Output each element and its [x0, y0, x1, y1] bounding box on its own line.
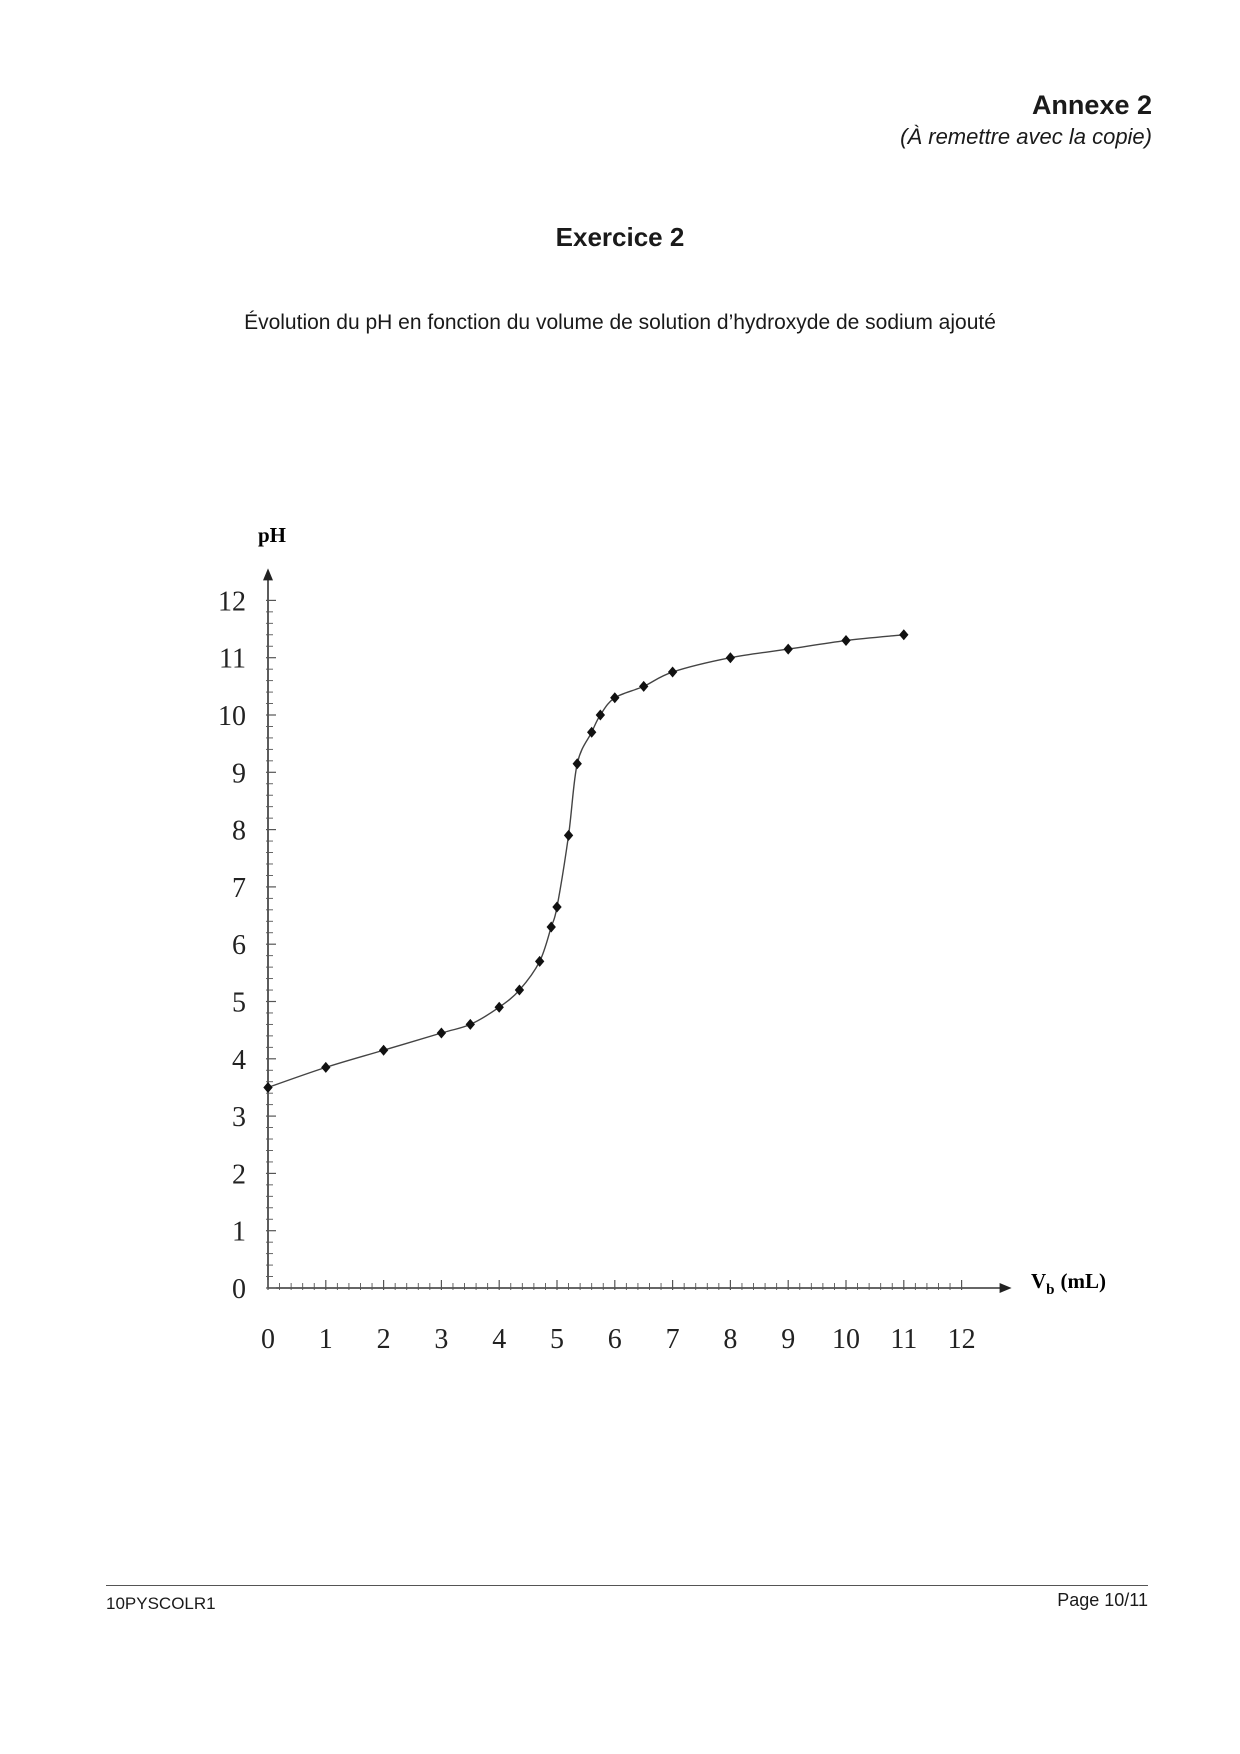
data-point	[573, 758, 582, 769]
data-point	[552, 901, 561, 912]
x-tick-label: 12	[947, 1324, 976, 1355]
data-points	[263, 629, 908, 1093]
data-point	[379, 1045, 388, 1056]
data-point	[535, 956, 544, 967]
data-point	[841, 635, 850, 646]
series-line	[268, 635, 904, 1088]
y-tick-label: 11	[219, 643, 246, 675]
x-axis-label-unit: (mL)	[1060, 1269, 1107, 1293]
data-point	[495, 1002, 504, 1013]
y-tick-label: 0	[232, 1274, 246, 1305]
x-axis-label-sub: b	[1046, 1282, 1055, 1298]
data-point	[587, 727, 596, 738]
data-point	[437, 1028, 446, 1039]
data-point	[466, 1019, 475, 1030]
y-tick-label: 5	[232, 987, 246, 1019]
x-axis-label	[1031, 1269, 1106, 1298]
y-axis-label: pH	[257, 523, 287, 547]
x-tick-label: 2	[376, 1324, 391, 1355]
x-tick-label: 10	[832, 1324, 860, 1355]
y-axis-arrow	[263, 568, 273, 580]
y-tick-label: 1	[232, 1216, 246, 1248]
axis-ticks	[266, 600, 962, 1290]
x-tick-label: 6	[607, 1324, 622, 1355]
exercise-title: Exercice 2	[555, 222, 685, 252]
data-point	[547, 922, 556, 933]
data-point	[321, 1062, 330, 1073]
y-tick-label: 9	[232, 758, 246, 790]
annexe-title: Annexe 2	[1031, 90, 1152, 120]
y-tick-label: 2	[232, 1159, 246, 1191]
y-tick-label: 7	[232, 872, 246, 904]
x-tick-label: 1	[318, 1324, 333, 1355]
axes	[263, 568, 1012, 1293]
data-point	[726, 652, 735, 663]
x-axis-arrow	[1000, 1283, 1012, 1293]
y-tick-label: 12	[218, 586, 246, 618]
data-point	[263, 1082, 272, 1093]
data-point	[784, 644, 793, 655]
x-tick-label: 11	[890, 1324, 918, 1355]
x-tick-label: 3	[434, 1324, 449, 1355]
y-tick-label: 4	[232, 1044, 246, 1076]
x-tick-label: 7	[665, 1324, 680, 1355]
data-point	[610, 692, 619, 703]
data-point	[564, 830, 573, 841]
page-number: Page 10/11	[1057, 1590, 1148, 1610]
y-tick-label: 3	[232, 1102, 246, 1134]
y-tick-label: 8	[232, 815, 246, 847]
data-point	[899, 629, 908, 640]
x-tick-label: 4	[492, 1324, 507, 1355]
x-tick-label: 0	[261, 1324, 275, 1355]
x-tick-label: 5	[550, 1324, 564, 1355]
x-tick-label: 9	[781, 1324, 796, 1355]
y-tick-label: 10	[218, 701, 246, 732]
document-code: 10PYSCOLR1	[106, 1594, 216, 1613]
x-axis-label-main: V	[1031, 1269, 1047, 1293]
chart-caption: Évolution du pH en fonction du volume de solution d’hydroxyde de sodium ajouté	[244, 311, 996, 334]
data-point	[639, 681, 648, 692]
data-point	[668, 667, 677, 678]
x-tick-label: 8	[723, 1324, 738, 1355]
curve	[268, 635, 904, 1088]
footer-rule	[106, 1585, 1148, 1586]
y-tick-label: 6	[232, 930, 246, 962]
tick-labels	[218, 586, 976, 1355]
annexe-note: (À remettre avec la copie)	[900, 124, 1152, 149]
